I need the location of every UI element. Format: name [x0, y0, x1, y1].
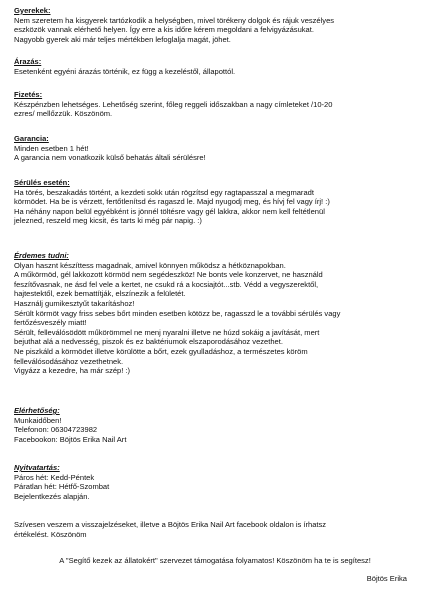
garancia-line-2: A garancia nem vonatkozik külső behatás általi sérülésre! [14, 153, 206, 163]
nyitvatartas-line-3: Bejelentkezés alapján. [14, 491, 90, 501]
garancia-line-1: Minden esetben 1 hét! [14, 143, 89, 153]
nyitvatartas-line-2: Páratlan hét: Hétfő-Szombat [14, 482, 110, 492]
serules-line-2: körmödet. Ha be is vérzett, fertőtlenítsd és ragaszd le. Majd nyugodj meg, és hívj fel vagy írj! :) [14, 197, 330, 207]
erdemes-line-11: felleválósodásához vezethetnek. [14, 356, 124, 366]
elerhetoseg-facebook: Facebookon: Böjtös Erika Nail Art [14, 434, 127, 444]
erdemes-line-5: Használj gumikesztyűt takarításhoz! [14, 298, 135, 308]
elerhetoseg-line-1: Munkaidőben! [14, 415, 62, 425]
erdemes-line-8: Sérült, felleválósödött műkörömmel ne menj nyaralni illetve ne húzd sokáig a javítását, mert [14, 327, 320, 337]
section-erdemes [14, 251, 416, 376]
erdemes-line-10: Ne piszkáld a körmödet illetve körülötte a bőrt, ezek gyulladáshoz, a természetes köröm [14, 346, 308, 356]
erdemes-line-12: Vigyázz a kezedre, ha már szép! :) [14, 366, 131, 376]
elerhetoseg-phone: Telefonon: 06304723982 [14, 425, 98, 435]
signature: Böjtös Erika [366, 574, 407, 583]
gyerekek-line-3: Nagyobb gyerek aki már teljes mértékben lefoglalja magát, jöhet. [14, 34, 231, 44]
serules-line-1: Ha törés, beszakadás történt, a kezdeti sokk után rögzítsd egy ragtapasszal a megmaradt [14, 187, 314, 197]
section-serules [14, 178, 416, 226]
erdemes-line-3: feszítővasnak, ne ásd fel vele a kertet, ne csukd rá a kocsiajtót...stb. Védd a vegyszerektől, [14, 279, 319, 289]
section-nyitvatartas [14, 463, 416, 501]
serules-line-4: jelezned, reszeld meg kicsit, és tarts ki még pár napig. :) [14, 216, 202, 226]
heading-erdemes: Érdemes tudni: [14, 251, 69, 260]
fizetes-line-2: ezres/ mellőzzük. Köszönöm. [14, 109, 113, 119]
serules-line-3: Ha néhány napon belül egyébként is jönnél töltésre vagy gél lakkra, akkor nem kell feltétlenül [14, 206, 325, 216]
visszajelzes-line-2: értékelést. Köszönöm [14, 529, 87, 539]
section-fizetes [14, 90, 416, 119]
heading-serules: Sérülés esetén: [14, 178, 70, 187]
erdemes-line-1: Olyan hasznt készíttess magadnak, amivel könnyen működsz a hétköznapokban. [14, 260, 286, 270]
arazas-line-1: Esetenként egyéni árazás történik, ez függ a kezeléstől, állapottól. [14, 66, 236, 76]
erdemes-line-7: fertőzésveszély miatt! [14, 318, 87, 328]
nyitvatartas-line-1: Páros hét: Kedd-Péntek [14, 472, 95, 482]
section-garancia [14, 134, 416, 163]
gyerekek-line-2: eszközök vannak elérhető helyen. Így erre a kis időre kérem megoldani a felvigyázásukat. [14, 25, 314, 35]
section-elerhetoseg [14, 406, 416, 444]
fizetes-line-1: Készpénzben lehetséges. Lehetőség szerint, főleg reggeli időszakban a nagy címleteket /10-20 [14, 99, 333, 109]
gyerekek-line-1: Nem szeretem ha kisgyerek tartózkodik a helységben, mivel törékeny dolgok és rájuk veszélyes [14, 15, 335, 25]
segito-kezek-note: A "Segítő kezek az állatokért" szervezet támogatása folyamatos! Köszönöm ha te is segítesz! [59, 556, 371, 565]
erdemes-line-9: bejuthat alá a nedvesség, piszok és ez baktériumok elszaporodásához vezethet. [14, 337, 283, 347]
section-visszajelzes [14, 520, 416, 539]
heading-elerhetoseg: Elérhetőség: [14, 406, 60, 415]
section-arazas [14, 57, 416, 76]
heading-fizetes: Fizetés: [14, 90, 43, 99]
erdemes-line-2: A műkörmöd, gél lakkozott körmöd nem segédeszköz! Ne bonts vele konzervet, ne használd [14, 270, 323, 280]
heading-nyitvatartas: Nyitvatartás: [14, 463, 60, 472]
erdemes-line-4: hajtestektől, ezek bemattítják, elszínezik a felületét. [14, 289, 186, 299]
heading-garancia: Garancia: [14, 134, 49, 143]
heading-arazas: Árazás: [14, 57, 42, 66]
visszajelzes-line-1: Szívesen veszem a visszajelzéseket, illetve a Böjtös Erika Nail Art facebook oldalon is írhatsz [14, 520, 327, 529]
section-gyerekek [14, 6, 416, 44]
erdemes-line-6: Sérült körmöt vagy friss sebes bőrt minden esetben kötözz be, ragasszd le a további sérülés vagy [14, 308, 341, 318]
heading-gyerekek: Gyerekek: [14, 6, 51, 15]
